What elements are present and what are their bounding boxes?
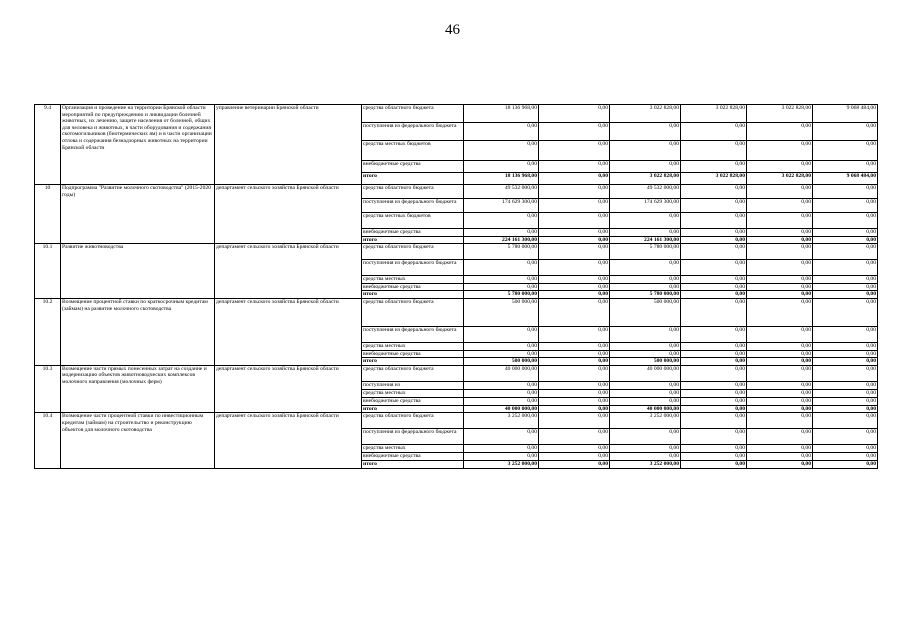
amount-cell: 0,00 bbox=[610, 381, 681, 389]
amount-cell: 0,00 bbox=[747, 413, 813, 429]
amount-cell: 0,00 bbox=[813, 229, 878, 237]
amount-cell: 0,00 bbox=[813, 236, 878, 244]
amount-cell: 49 532 000,00 bbox=[464, 185, 539, 199]
funding-source: внебюджетные средства bbox=[362, 453, 464, 461]
amount-cell: 0,00 bbox=[539, 326, 610, 342]
amount-cell: 18 136 968,00 bbox=[464, 105, 539, 123]
amount-cell: 0,00 bbox=[610, 453, 681, 461]
amount-cell: 500 000,00 bbox=[464, 358, 539, 366]
amount-cell: 0,00 bbox=[539, 123, 610, 141]
amount-cell: 0,00 bbox=[813, 445, 878, 453]
funding-source: средства областного бюджета bbox=[362, 298, 464, 326]
amount-cell: 224 161 300,00 bbox=[610, 236, 681, 244]
amount-cell: 0,00 bbox=[464, 283, 539, 291]
amount-cell: 0,00 bbox=[539, 260, 610, 276]
amount-cell: 0,00 bbox=[813, 389, 878, 397]
amount-cell: 5 780 000,00 bbox=[610, 291, 681, 299]
amount-cell: 0,00 bbox=[681, 291, 747, 299]
funding-source: средства областного бюджета bbox=[362, 185, 464, 199]
funding-source: средства местных bbox=[362, 445, 464, 453]
amount-cell: 5 780 000,00 bbox=[464, 291, 539, 299]
measure-name: Возмещение части прямых понесенных затрат на создание и модернизацию объектов животноводческих комплексов молочного направления (молочных ферм) bbox=[61, 365, 215, 413]
amount-cell: 0,00 bbox=[813, 405, 878, 413]
amount-cell: 0,00 bbox=[681, 185, 747, 199]
amount-cell: 0,00 bbox=[539, 229, 610, 237]
amount-cell: 0,00 bbox=[681, 276, 747, 284]
amount-cell: 0,00 bbox=[464, 326, 539, 342]
amount-cell: 0,00 bbox=[747, 213, 813, 229]
amount-cell: 0,00 bbox=[539, 199, 610, 213]
amount-cell: 0,00 bbox=[813, 123, 878, 141]
funding-source: итого bbox=[362, 405, 464, 413]
amount-cell: 0,00 bbox=[813, 413, 878, 429]
amount-cell: 0,00 bbox=[539, 298, 610, 326]
amount-cell: 0,00 bbox=[610, 350, 681, 358]
amount-cell: 0,00 bbox=[610, 141, 681, 161]
funding-source: средства местных бюджетов bbox=[362, 213, 464, 229]
amount-cell: 0,00 bbox=[747, 350, 813, 358]
amount-cell: 0,00 bbox=[813, 350, 878, 358]
table-row bbox=[35, 365, 878, 381]
row-number: 10 bbox=[35, 185, 61, 244]
amount-cell: 174 629 300,00 bbox=[464, 199, 539, 213]
amount-cell: 0,00 bbox=[610, 429, 681, 445]
amount-cell: 0,00 bbox=[610, 326, 681, 342]
amount-cell: 0,00 bbox=[813, 429, 878, 445]
amount-cell: 0,00 bbox=[464, 389, 539, 397]
measure-name: Возмещение процентной ставки по краткосрочным кредитам (займам) на развитие молочного скотоводства bbox=[61, 298, 215, 365]
amount-cell: 0,00 bbox=[747, 298, 813, 326]
amount-cell: 0,00 bbox=[747, 236, 813, 244]
amount-cell: 0,00 bbox=[813, 461, 878, 469]
amount-cell: 0,00 bbox=[464, 342, 539, 350]
amount-cell: 500 000,00 bbox=[610, 298, 681, 326]
funding-source: итого bbox=[362, 173, 464, 185]
amount-cell: 0,00 bbox=[681, 123, 747, 141]
measure-name: Организация и проведение на территории Брянской области мероприятий по предупреждению и ликвидации болезней животных, их лечению, защите населения от болезней, общих для человека и животных, в части оборудования и содержания скотомогильников (биотермических ям) и в части организации отлова и содержания безнадзорных животных на территории Брянской области bbox=[61, 105, 215, 185]
amount-cell: 5 780 000,00 bbox=[610, 244, 681, 260]
amount-cell: 0,00 bbox=[539, 291, 610, 299]
amount-cell: 0,00 bbox=[610, 161, 681, 173]
amount-cell: 40 000 000,00 bbox=[464, 365, 539, 381]
amount-cell: 0,00 bbox=[681, 236, 747, 244]
amount-cell: 0,00 bbox=[464, 429, 539, 445]
amount-cell: 0,00 bbox=[539, 342, 610, 350]
amount-cell: 0,00 bbox=[610, 260, 681, 276]
amount-cell: 0,00 bbox=[539, 173, 610, 185]
amount-cell: 3 022 828,00 bbox=[747, 173, 813, 185]
amount-cell: 0,00 bbox=[539, 276, 610, 284]
amount-cell: 0,00 bbox=[539, 185, 610, 199]
amount-cell: 0,00 bbox=[747, 229, 813, 237]
amount-cell: 0,00 bbox=[539, 389, 610, 397]
amount-cell: 0,00 bbox=[747, 276, 813, 284]
amount-cell: 0,00 bbox=[539, 283, 610, 291]
amount-cell: 0,00 bbox=[539, 397, 610, 405]
measure-name: Возмещение части процентной ставки по инвестиционным кредитам (займам) на строительство и реконструкцию объектов для молочного скотоводства bbox=[61, 413, 215, 469]
amount-cell: 0,00 bbox=[464, 350, 539, 358]
amount-cell: 0,00 bbox=[539, 445, 610, 453]
amount-cell: 0,00 bbox=[464, 397, 539, 405]
amount-cell: 0,00 bbox=[747, 461, 813, 469]
amount-cell: 40 000 000,00 bbox=[464, 405, 539, 413]
amount-cell: 0,00 bbox=[539, 236, 610, 244]
funding-source: средства областного бюджета bbox=[362, 244, 464, 260]
funding-source: средства местных bbox=[362, 276, 464, 284]
amount-cell: 0,00 bbox=[539, 429, 610, 445]
amount-cell: 0,00 bbox=[747, 405, 813, 413]
amount-cell: 0,00 bbox=[747, 260, 813, 276]
amount-cell: 0,00 bbox=[747, 283, 813, 291]
row-number: 9.4 bbox=[35, 105, 61, 185]
amount-cell: 3 022 828,00 bbox=[610, 173, 681, 185]
measure-name: Развитие животноводства bbox=[61, 244, 215, 299]
amount-cell: 0,00 bbox=[539, 350, 610, 358]
amount-cell: 0,00 bbox=[681, 445, 747, 453]
amount-cell: 5 780 000,00 bbox=[464, 244, 539, 260]
funding-source: внебюджетные средства bbox=[362, 397, 464, 405]
executor: департамент сельского хозяйства Брянской области bbox=[215, 298, 362, 365]
executor: департамент сельского хозяйства Брянской области bbox=[215, 244, 362, 299]
funding-source: внебюджетные средства bbox=[362, 350, 464, 358]
row-number: 10.1 bbox=[35, 244, 61, 299]
amount-cell: 0,00 bbox=[747, 123, 813, 141]
amount-cell: 40 000 000,00 bbox=[610, 365, 681, 381]
amount-cell: 0,00 bbox=[681, 381, 747, 389]
row-number: 10.3 bbox=[35, 365, 61, 413]
amount-cell: 0,00 bbox=[464, 276, 539, 284]
amount-cell: 0,00 bbox=[464, 141, 539, 161]
funding-source: поступления из bbox=[362, 381, 464, 389]
amount-cell: 0,00 bbox=[813, 381, 878, 389]
funding-source: средства областного бюджета bbox=[362, 105, 464, 123]
amount-cell: 0,00 bbox=[813, 342, 878, 350]
amount-cell: 0,00 bbox=[681, 199, 747, 213]
amount-cell: 0,00 bbox=[747, 397, 813, 405]
amount-cell: 0,00 bbox=[464, 381, 539, 389]
amount-cell: 3 022 828,00 bbox=[681, 173, 747, 185]
executor: департамент сельского хозяйства Брянской области bbox=[215, 365, 362, 413]
amount-cell: 0,00 bbox=[813, 260, 878, 276]
amount-cell: 0,00 bbox=[747, 326, 813, 342]
amount-cell: 0,00 bbox=[747, 389, 813, 397]
amount-cell: 0,00 bbox=[610, 276, 681, 284]
funding-source: итого bbox=[362, 236, 464, 244]
amount-cell: 0,00 bbox=[813, 141, 878, 161]
amount-cell: 0,00 bbox=[464, 260, 539, 276]
amount-cell: 0,00 bbox=[747, 429, 813, 445]
executor: департамент сельского хозяйства Брянской области bbox=[215, 413, 362, 469]
table-row bbox=[35, 298, 878, 326]
funding-source: средства областного бюджета bbox=[362, 413, 464, 429]
amount-cell: 0,00 bbox=[681, 350, 747, 358]
amount-cell: 3 022 828,00 bbox=[747, 105, 813, 123]
amount-cell: 0,00 bbox=[681, 413, 747, 429]
funding-source: итого bbox=[362, 461, 464, 469]
amount-cell: 0,00 bbox=[813, 291, 878, 299]
amount-cell: 0,00 bbox=[539, 461, 610, 469]
amount-cell: 0,00 bbox=[747, 141, 813, 161]
funding-source: итого bbox=[362, 291, 464, 299]
table-row bbox=[35, 413, 878, 429]
amount-cell: 0,00 bbox=[539, 105, 610, 123]
amount-cell: 0,00 bbox=[681, 244, 747, 260]
amount-cell: 0,00 bbox=[747, 365, 813, 381]
funding-source: поступления из федерального бюджета bbox=[362, 123, 464, 141]
amount-cell: 0,00 bbox=[813, 283, 878, 291]
table-row bbox=[35, 185, 878, 199]
amount-cell: 0,00 bbox=[747, 199, 813, 213]
funding-source: внебюджетные средства bbox=[362, 161, 464, 173]
amount-cell: 0,00 bbox=[681, 365, 747, 381]
amount-cell: 0,00 bbox=[747, 453, 813, 461]
amount-cell: 0,00 bbox=[464, 445, 539, 453]
amount-cell: 0,00 bbox=[813, 365, 878, 381]
amount-cell: 0,00 bbox=[681, 342, 747, 350]
amount-cell: 0,00 bbox=[681, 326, 747, 342]
amount-cell: 0,00 bbox=[610, 123, 681, 141]
measure-name: Подпрограмма "Развитие молочного скотоводства" (2015-2020 годы) bbox=[61, 185, 215, 244]
amount-cell: 0,00 bbox=[610, 397, 681, 405]
amount-cell: 0,00 bbox=[681, 397, 747, 405]
amount-cell: 0,00 bbox=[813, 358, 878, 366]
funding-source: средства местных бюджетов bbox=[362, 141, 464, 161]
amount-cell: 0,00 bbox=[747, 445, 813, 453]
amount-cell: 0,00 bbox=[610, 445, 681, 453]
amount-cell: 0,00 bbox=[464, 453, 539, 461]
amount-cell: 0,00 bbox=[813, 397, 878, 405]
amount-cell: 0,00 bbox=[813, 298, 878, 326]
amount-cell: 500 000,00 bbox=[464, 298, 539, 326]
amount-cell: 0,00 bbox=[464, 213, 539, 229]
amount-cell: 9 068 484,00 bbox=[813, 105, 878, 123]
amount-cell: 0,00 bbox=[539, 453, 610, 461]
amount-cell: 0,00 bbox=[813, 276, 878, 284]
amount-cell: 0,00 bbox=[610, 389, 681, 397]
amount-cell: 0,00 bbox=[681, 161, 747, 173]
amount-cell: 0,00 bbox=[681, 461, 747, 469]
amount-cell: 0,00 bbox=[747, 244, 813, 260]
funding-source: поступления из федерального бюджета bbox=[362, 260, 464, 276]
executor: управление ветеринарии Брянской области bbox=[215, 105, 362, 185]
funding-source: средства местных bbox=[362, 389, 464, 397]
amount-cell: 0,00 bbox=[464, 229, 539, 237]
table-row bbox=[35, 244, 878, 260]
amount-cell: 0,00 bbox=[747, 161, 813, 173]
amount-cell: 3 022 828,00 bbox=[610, 105, 681, 123]
row-number: 10.2 bbox=[35, 298, 61, 365]
amount-cell: 500 000,00 bbox=[610, 358, 681, 366]
amount-cell: 49 532 000,00 bbox=[610, 185, 681, 199]
amount-cell: 3 252 000,00 bbox=[464, 413, 539, 429]
amount-cell: 3 022 828,00 bbox=[681, 105, 747, 123]
amount-cell: 3 252 000,00 bbox=[610, 461, 681, 469]
amount-cell: 0,00 bbox=[681, 260, 747, 276]
amount-cell: 0,00 bbox=[813, 199, 878, 213]
amount-cell: 0,00 bbox=[747, 381, 813, 389]
amount-cell: 0,00 bbox=[681, 405, 747, 413]
amount-cell: 0,00 bbox=[813, 185, 878, 199]
amount-cell: 0,00 bbox=[610, 213, 681, 229]
funding-source: поступления из федерального бюджета bbox=[362, 199, 464, 213]
amount-cell: 0,00 bbox=[610, 229, 681, 237]
row-number: 10.4 bbox=[35, 413, 61, 469]
amount-cell: 0,00 bbox=[539, 358, 610, 366]
funding-source: внебюджетные средства bbox=[362, 283, 464, 291]
amount-cell: 0,00 bbox=[681, 453, 747, 461]
funding-source: средства областного бюджета bbox=[362, 365, 464, 381]
amount-cell: 0,00 bbox=[747, 185, 813, 199]
amount-cell: 0,00 bbox=[464, 123, 539, 141]
budget-table bbox=[34, 104, 878, 469]
table-row bbox=[35, 105, 878, 123]
amount-cell: 0,00 bbox=[681, 229, 747, 237]
amount-cell: 0,00 bbox=[681, 283, 747, 291]
amount-cell: 0,00 bbox=[681, 429, 747, 445]
amount-cell: 0,00 bbox=[813, 326, 878, 342]
amount-cell: 0,00 bbox=[539, 141, 610, 161]
amount-cell: 174 629 300,00 bbox=[610, 199, 681, 213]
amount-cell: 0,00 bbox=[464, 161, 539, 173]
funding-source: внебюджетные средства bbox=[362, 229, 464, 237]
page-number: 46 bbox=[445, 22, 460, 38]
amount-cell: 0,00 bbox=[681, 358, 747, 366]
amount-cell: 224 161 300,00 bbox=[464, 236, 539, 244]
amount-cell: 0,00 bbox=[539, 161, 610, 173]
funding-source: итого bbox=[362, 358, 464, 366]
amount-cell: 0,00 bbox=[747, 342, 813, 350]
amount-cell: 0,00 bbox=[681, 389, 747, 397]
amount-cell: 40 000 000,00 bbox=[610, 405, 681, 413]
executor: департамент сельского хозяйства Брянской области bbox=[215, 185, 362, 244]
amount-cell: 3 252 000,00 bbox=[464, 461, 539, 469]
amount-cell: 0,00 bbox=[681, 213, 747, 229]
amount-cell: 0,00 bbox=[813, 453, 878, 461]
amount-cell: 0,00 bbox=[539, 213, 610, 229]
amount-cell: 0,00 bbox=[610, 283, 681, 291]
amount-cell: 9 068 484,00 bbox=[813, 173, 878, 185]
amount-cell: 0,00 bbox=[539, 405, 610, 413]
funding-source: поступления из федерального бюджета bbox=[362, 326, 464, 342]
amount-cell: 3 252 000,00 bbox=[610, 413, 681, 429]
amount-cell: 0,00 bbox=[539, 413, 610, 429]
amount-cell: 0,00 bbox=[813, 213, 878, 229]
amount-cell: 0,00 bbox=[813, 244, 878, 260]
amount-cell: 0,00 bbox=[813, 161, 878, 173]
funding-source: поступления из федерального бюджета bbox=[362, 429, 464, 445]
amount-cell: 0,00 bbox=[747, 358, 813, 366]
amount-cell: 0,00 bbox=[681, 298, 747, 326]
amount-cell: 0,00 bbox=[610, 342, 681, 350]
amount-cell: 0,00 bbox=[539, 365, 610, 381]
amount-cell: 18 136 968,00 bbox=[464, 173, 539, 185]
funding-source: средства местных bbox=[362, 342, 464, 350]
amount-cell: 0,00 bbox=[539, 244, 610, 260]
amount-cell: 0,00 bbox=[681, 141, 747, 161]
amount-cell: 0,00 bbox=[539, 381, 610, 389]
amount-cell: 0,00 bbox=[747, 291, 813, 299]
